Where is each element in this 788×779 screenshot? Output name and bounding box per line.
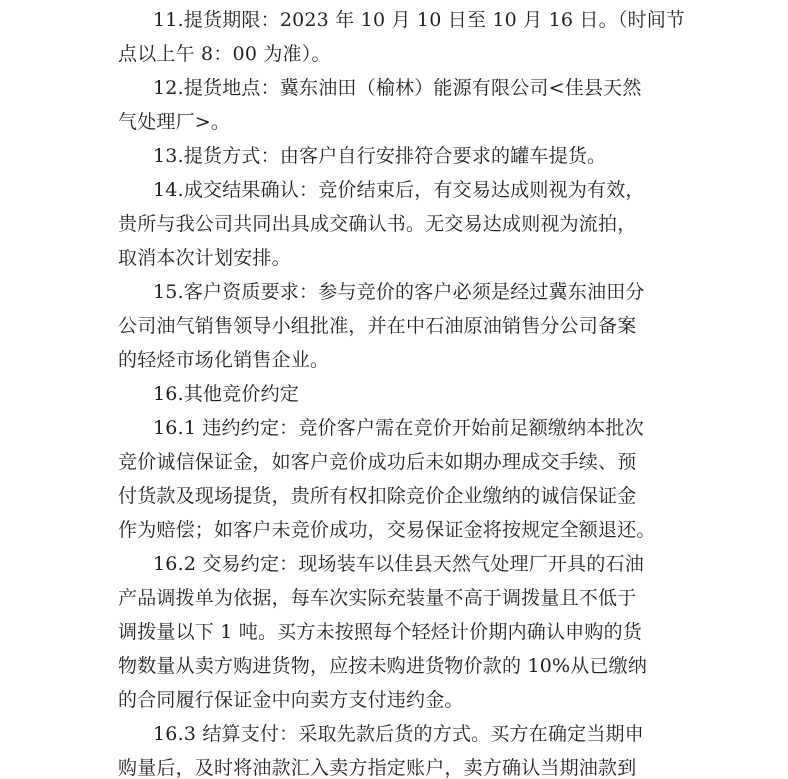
text-line: 物数量从卖方购进货物，应按未购进货物价款的 10%从已缴纳 bbox=[118, 655, 648, 677]
text-line: 点以上午 8：00 为准）。 bbox=[118, 43, 331, 65]
text-line: 16.3 结算支付：采取先款后货的方式。买方在确定当期申 bbox=[153, 723, 644, 745]
text-line: 的合同履行保证金中向卖方支付违约金。 bbox=[118, 689, 464, 711]
text-line: 16.其他竞价约定 bbox=[153, 383, 300, 405]
text-line: 12.提货地点：冀东油田（榆林）能源有限公司<佳县天然 bbox=[153, 77, 642, 99]
text-line: 14.成交结果确认：竞价结束后，有交易达成则视为有效， bbox=[153, 179, 645, 201]
text-line: 竞价诚信保证金，如客户竞价成功后未如期办理成交手续、预 bbox=[118, 451, 637, 473]
text-line: 购量后，及时将油款汇入卖方指定账户，卖方确认当期油款到 bbox=[118, 757, 637, 779]
text-line: 贵所与我公司共同出具成交确认书。无交易达成则视为流拍， bbox=[118, 213, 637, 235]
text-line: 16.1 违约约定：竞价客户需在竞价开始前足额缴纳本批次 bbox=[153, 417, 644, 439]
text-line: 16.2 交易约定：现场装车以佳县天然气处理厂开具的石油 bbox=[153, 553, 644, 575]
text-line: 的轻烃市场化销售企业。 bbox=[118, 349, 330, 371]
text-line: 取消本次计划安排。 bbox=[118, 247, 291, 269]
text-line: 作为赔偿；如客户未竞价成功，交易保证金将按规定全额退还。 bbox=[118, 519, 656, 541]
text-line: 15.客户资质要求：参与竞价的客户必须是经过冀东油田分 bbox=[153, 281, 645, 303]
text-line: 13.提货方式：由客户自行安排符合要求的罐车提货。 bbox=[153, 145, 607, 167]
text-line: 调拨量以下 1 吨。买方未按照每个轻烃计价期内确认申购的货 bbox=[118, 621, 642, 643]
text-line: 产品调拨单为依据，每车次实际充装量不高于调拨量且不低于 bbox=[118, 587, 637, 609]
text-line: 付货款及现场提货，贵所有权扣除竞价企业缴纳的诚信保证金 bbox=[118, 485, 637, 507]
text-line: 11.提货期限：2023 年 10 月 10 日至 10 月 16 日。（时间节 bbox=[153, 9, 686, 31]
text-line: 公司油气销售领导小组批准，并在中石油原油销售分公司备案 bbox=[118, 315, 637, 337]
text-line: 气处理厂>。 bbox=[118, 111, 231, 133]
